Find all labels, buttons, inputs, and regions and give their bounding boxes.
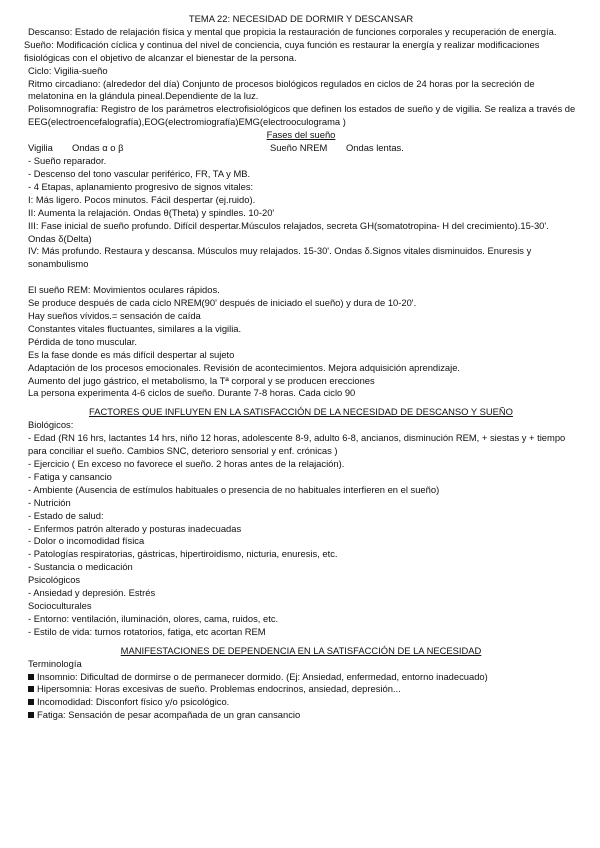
term-item — [24, 709, 578, 722]
fases-item: - 4 Etapas, aplanamiento progresivo de signos vitales: — [28, 180, 254, 192]
def-ciclo: Ciclo: Vigilia-sueño — [28, 64, 108, 76]
rem-item: Se produce después de cada ciclo NREM(90' después de iniciado el sueño) y dura de 10-20'. — [28, 297, 417, 309]
fases-item: I: Más ligero. Pocos minutos. Fácil despertar (ej.ruido). — [28, 193, 256, 205]
fases-item: - Descenso del tono vascular periférico, FR, TA y MB. — [28, 167, 251, 179]
factor-item: - Sustancia o medicación — [28, 561, 133, 573]
socioculturales-label: Socioculturales — [28, 599, 92, 611]
def-ritmo: Ritmo circadiano: (alrededor del día) Conjunto de procesos biológicos regulados en ciclos de 24 horas por la secreción de melatonina en la glándula pineal.Dependiente de la luz. — [28, 77, 535, 102]
fases-row — [24, 142, 578, 155]
page-title: TEMA 22: NECESIDAD DE DORMIR Y DESCANSAR — [188, 13, 414, 24]
fases-ondas-vigilia: Ondas α o β — [72, 142, 124, 154]
factor-item: - Ambiente (Ausencia de estímulos habituales o presencia de no habituales interfieren en el sueño) — [28, 483, 440, 495]
factor-item: - Nutrición — [28, 496, 71, 508]
fases-nrem: Sueño NREM — [270, 142, 328, 154]
factor-item: - Estado de salud: — [28, 509, 104, 521]
square-bullet-icon — [28, 686, 34, 692]
rem-item: Aumento del jugo gástrico, el metabolismo, la Tª corporal y se producen erecciones — [28, 374, 375, 386]
term-text: Incomodidad: Disconfort físico y/o psicológico. — [37, 696, 230, 708]
rem-item: La persona experimenta 4-6 ciclos de sueño. Durante 7-8 horas. Cada ciclo 90 — [28, 387, 356, 399]
rem-item: Hay sueños vívidos.= sensación de caída — [28, 310, 201, 322]
fases-item: IV: Más profundo. Restaura y descansa. Músculos muy relajados. 15-30'. Ondas δ.Signos vitales disminuidos. Enuresis y sonambulismo — [28, 245, 532, 270]
rem-item: Adaptación de los procesos emocionales. Revisión de acontecimientos. Mejora adquisición aprendizaje. — [28, 361, 461, 373]
square-bullet-icon — [28, 712, 34, 718]
fases-item: - Sueño reparador. — [28, 155, 107, 167]
fases-heading: Fases del sueño — [266, 129, 336, 141]
factor-item: - Ejercicio ( En exceso no favorece el sueño. 2 horas antes de la relajación). — [28, 458, 345, 469]
biologicos-label: Biológicos: — [28, 419, 74, 431]
def-descanso: Descanso: Estado de relajación física y mental que propicia la restauración de funciones corporales y recuperación de energía. — [28, 25, 557, 37]
factor-item: - Enfermos patrón alterado y posturas inadecuadas — [28, 522, 242, 534]
factor-item: - Dolor o incomodidad física — [28, 535, 145, 547]
square-bullet-icon — [28, 674, 34, 680]
factor-item: - Estilo de vida: turnos rotatorios, fatiga, etc acortan REM — [28, 625, 266, 637]
factor-item: - Ansiedad y depresión. Estrés — [28, 587, 156, 599]
term-item — [24, 696, 578, 709]
square-bullet-icon — [28, 699, 34, 705]
spacer — [24, 271, 578, 284]
rem-item: Pérdida de tono muscular. — [28, 335, 137, 347]
term-text: Hipersomnia: Horas excesivas de sueño. Problemas endocrinos, ansiedad, depresión... — [37, 683, 401, 695]
document-page — [24, 13, 578, 722]
fases-vigilia: Vigilia — [28, 142, 53, 154]
manifestaciones-heading: MANIFESTACIONES DE DEPENDENCIA EN LA SATISFACCIÓN DE LA NECESIDAD — [120, 644, 482, 656]
terminologia-label: Terminología — [28, 657, 82, 669]
psicologicos-label: Psicológicos — [28, 574, 81, 586]
rem-item: Es la fase donde es más difícil despertar al sujeto — [28, 348, 235, 360]
term-item — [24, 683, 578, 696]
term-text: Fatiga: Sensación de pesar acompañada de un gran cansancio — [37, 709, 301, 721]
factor-item: - Edad (RN 16 hrs, lactantes 14 hrs, niño 12 horas, adolescente 8-9, adulto 6-8, ancianos, disminución REM, + siestas y + tiempo para conciliar el sueño. Cambios SNC, deterioro sensorial y enf. crónicas ) — [28, 432, 566, 457]
factor-item: - Patologías respiratorias, gástricas, hipertiroidismo, nicturia, enuresis, etc. — [28, 548, 338, 560]
factor-item: - Fatiga y cansancio — [28, 470, 112, 482]
factor-item: - Entorno: ventilación, iluminación, olores, cama, ruidos, etc. — [28, 612, 279, 624]
fases-item: III: Fase inicial de sueño profundo. Difícil despertar.Músculos relajados, secreta GH(somatotropina- H del crecimiento).15-30'. Ondas δ(Delta) — [28, 219, 549, 244]
fases-item: II: Aumenta la relajación. Ondas θ(Theta) y spindles. 10-20' — [28, 206, 275, 218]
factores-heading: FACTORES QUE INFLUYEN EN LA SATISFACCIÓN DE LA NECESIDAD DE DESCANSO Y SUEÑO — [89, 406, 513, 418]
rem-item: El sueño REM: Movimientos oculares rápidos. — [28, 284, 220, 296]
def-polisomnografia: Polisomnografía: Registro de los parámetros electrofisiológicos que definen los estados de sueño y de vigilia. Se realiza a través de EEG(electroencefalografía),EOG(electromiografía)EMG(electrooculograma ) — [28, 103, 576, 128]
fases-ondas-nrem: Ondas lentas. — [346, 142, 404, 154]
def-sueno: Sueño: Modificación cíclica y continua del nivel de conciencia, cuya función es restaurar la energía y realizar modificaciones fisiológicas con el objetivo de alcanzar el bienestar de la persona. — [24, 38, 540, 63]
term-item — [24, 671, 578, 684]
term-text: Insomnio: Dificultad de dormirse o de permanecer dormido. (Ej: Ansiedad, enfermedad, entorno inadecuado) — [37, 670, 488, 682]
rem-item: Constantes vitales fluctuantes, similares a la vigilia. — [28, 322, 242, 334]
